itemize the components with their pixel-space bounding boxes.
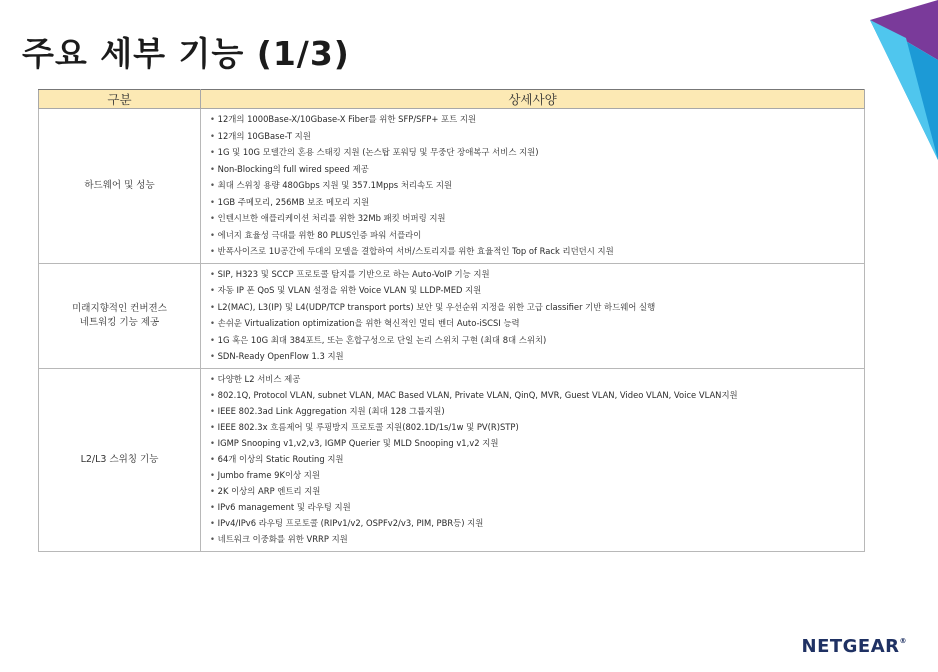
list-item: • IGMP Snooping v1,v2,v3, IGMP Querier 및 MLD Snooping v1,v2 지원	[210, 435, 864, 451]
row-detail	[201, 368, 865, 551]
list-item: • Non-Blocking의 full wired speed 제공	[210, 161, 864, 178]
page-title: 주요 세부 기능 (1/3)	[22, 34, 350, 74]
list-item: • 12개의 1000Base-X/10Gbase-X Fiber를 위한 SFP/SFP+ 포트 지원	[210, 111, 864, 128]
feature-list	[210, 371, 864, 548]
list-item: • 반폭사이즈로 1U공간에 두대의 모델을 결합하여 서버/스토리지를 위한 효율적인 Top of Rack 리던던시 지원	[210, 243, 864, 260]
list-item: • 64개 이상의 Static Routing 지원	[210, 451, 864, 467]
row-detail	[201, 109, 865, 264]
list-item: • 자동 IP 폰 QoS 및 VLAN 설정을 위한 Voice VLAN 및 LLDP-MED 지원	[210, 282, 864, 299]
registered-mark: ®	[899, 637, 907, 645]
list-item: • 1G 및 10G 모델간의 혼용 스태킹 지원 (논스탑 포워딩 및 무중단 장애복구 서비스 지원)	[210, 144, 864, 161]
list-item: • 다양한 L2 서비스 제공	[210, 371, 864, 387]
list-item: • IPv6 management 및 라우팅 지원	[210, 499, 864, 515]
list-item: • 네트워크 이중화를 위한 VRRP 지원	[210, 531, 864, 547]
spec-table	[38, 89, 865, 552]
row-category: L2/L3 스위칭 기능	[39, 368, 201, 551]
list-item: • 1GB 주메모리, 256MB 보조 메모리 지원	[210, 194, 864, 211]
list-item: • IEEE 802.3x 흐름제어 및 루핑방지 프로토콜 지원(802.1D/1s/1w 및 PV(R)STP)	[210, 419, 864, 435]
list-item: • 에너지 효율성 극대를 위한 80 PLUS인증 파워 서플라이	[210, 227, 864, 244]
list-item: • 2K 이상의 ARP 엔트리 지원	[210, 483, 864, 499]
feature-list	[210, 266, 864, 365]
row-detail	[201, 263, 865, 368]
list-item: • SIP, H323 및 SCCP 프로토콜 탐지를 기반으로 하는 Auto-VoIP 기능 지원	[210, 266, 864, 283]
list-item: • IEEE 802.3ad Link Aggregation 지원 (최대 128 그룹지원)	[210, 403, 864, 419]
list-item: • 12개의 10GBase-T 지원	[210, 128, 864, 145]
list-item: • Jumbo frame 9K이상 지원	[210, 467, 864, 483]
list-item: • 802.1Q, Protocol VLAN, subnet VLAN, MAC Based VLAN, Private VLAN, QinQ, MVR, Guest VLAN, Video VLAN, Voice VLAN지원	[210, 387, 864, 403]
table-row	[39, 368, 865, 551]
list-item: • SDN-Ready OpenFlow 1.3 지원	[210, 348, 864, 365]
list-item: • 1G 혹은 10G 최대 384포트, 또는 혼합구성으로 단일 논리 스위치 구현 (최대 8대 스위치)	[210, 332, 864, 349]
table-row	[39, 263, 865, 368]
list-item: • 최대 스위칭 용량 480Gbps 지원 및 357.1Mpps 처리속도 지원	[210, 177, 864, 194]
row-category	[39, 263, 201, 368]
header-detail: 상세사양	[201, 90, 865, 109]
row-category: 하드웨어 및 성능	[39, 109, 201, 264]
netgear-logo	[802, 636, 908, 657]
list-item: • 인텐시브한 애플리케이션 처리를 위한 32Mb 패킷 버퍼링 지원	[210, 210, 864, 227]
feature-list	[210, 111, 864, 260]
table-row	[39, 109, 865, 264]
list-item: • 손쉬운 Virtualization optimization을 위한 혁신적인 멀티 벤더 Auto-iSCSI 능력	[210, 315, 864, 332]
header-category: 구분	[39, 90, 201, 109]
row-category-line: 미래지향적인 컨버젼스 네트워킹 기능 제공	[72, 302, 167, 328]
list-item: • IPv4/IPv6 라우팅 프로토콜 (RIPv1/v2, OSPFv2/v3, PIM, PBR등) 지원	[210, 515, 864, 531]
table-header-row	[39, 90, 865, 109]
list-item: • L2(MAC), L3(IP) 및 L4(UDP/TCP transport ports) 보안 및 우선순위 지정을 위한 고급 classifier 기반 하드웨어 실행	[210, 299, 864, 316]
logo-text: NETGEAR	[801, 636, 900, 657]
